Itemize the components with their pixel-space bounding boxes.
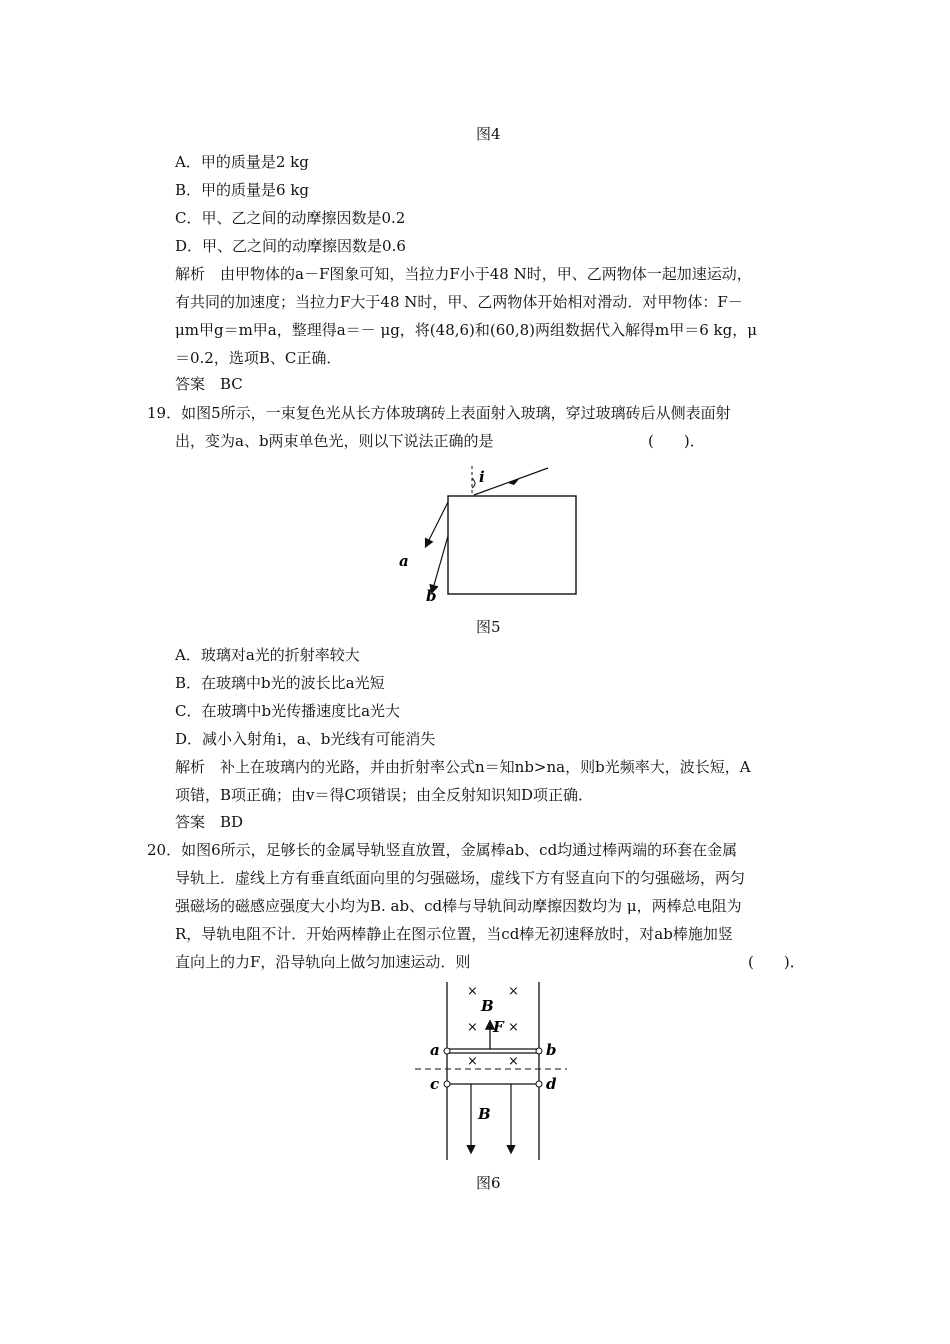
label-B-bottom: B — [478, 1105, 491, 1123]
q20-stem-line-5: 直向上的力F，沿导轨向上做匀加速运动．则 — [175, 953, 471, 971]
q19-option-a: A．玻璃对a光的折射率较大 — [175, 646, 360, 664]
ray-a — [426, 502, 448, 546]
field-cross: × — [467, 984, 478, 999]
field-cross: × — [467, 1054, 478, 1069]
label-i: i — [479, 468, 485, 486]
q18-analysis-line-4: ＝0.2，选项B、C正确． — [175, 349, 342, 367]
q18-answer: 答案 BC — [175, 375, 243, 393]
q18-option-d: D．甲、乙之间的动摩擦因数是0.6 — [175, 237, 406, 255]
q19-stem-line-1: 19．如图5所示，一束复色光从长方体玻璃砖上表面射入玻璃，穿过玻璃砖后从侧表面射 — [147, 404, 731, 422]
q18-analysis-line-3: μm甲g＝m甲a，整理得a＝－ μg，将(48,6)和(60,8)两组数据代入解得m甲＝6 kg，μ — [175, 321, 757, 339]
label-d: d — [546, 1075, 557, 1093]
ray-b — [432, 536, 448, 592]
ring-a — [444, 1048, 450, 1054]
ring-c — [444, 1081, 450, 1087]
figure-4-caption: 图4 — [476, 125, 501, 143]
label-b: b — [426, 587, 437, 605]
figure-6-caption: 图6 — [476, 1174, 501, 1192]
q19-option-b: B．在玻璃中b光的波长比a光短 — [175, 674, 385, 692]
label-a: a — [399, 552, 409, 570]
q18-option-a: A．甲的质量是2 kg — [175, 153, 309, 171]
q20-stem-line-4: R，导轨电阻不计．开始两棒静止在图示位置，当cd棒无初速释放时，对ab棒施加竖 — [175, 925, 733, 943]
ring-d — [536, 1081, 542, 1087]
label-c: c — [430, 1075, 440, 1093]
label-b: b — [546, 1041, 557, 1059]
q20-stem-line-1: 20．如图6所示，足够长的金属导轨竖直放置，金属棒ab、cd均通过棒两端的环套在金属 — [147, 841, 738, 859]
q19-analysis-line-2: 项错，B项正确；由v＝得C项错误；由全反射知识知D项正确． — [175, 786, 594, 804]
q19-option-d: D．减小入射角i，a、b光线有可能消失 — [175, 730, 436, 748]
q18-option-b: B．甲的质量是6 kg — [175, 181, 310, 199]
q18-option-c: C．甲、乙之间的动摩擦因数是0.2 — [175, 209, 406, 227]
figure-5-caption: 图5 — [476, 618, 501, 636]
ring-b — [536, 1048, 542, 1054]
field-cross: × — [508, 1054, 519, 1069]
label-a: a — [430, 1041, 440, 1059]
label-F: F — [493, 1018, 504, 1036]
q19-answer: 答案 BD — [175, 813, 244, 831]
field-cross: × — [467, 1020, 478, 1035]
q20-stem-line-3: 强磁场的磁感应强度大小均为B. ab、cd棒与导轨间动摩擦因数均为 μ，两棒总电阻为 — [175, 897, 742, 915]
q18-analysis-line-2: 有共同的加速度；当拉力F大于48 N时，甲、乙两物体开始相对滑动．对甲物体：F－ — [175, 293, 743, 311]
q19-option-c: C．在玻璃中b光传播速度比a光大 — [175, 702, 401, 720]
q18-analysis-line-1: 解析 由甲物体的a－F图象可知，当拉力F小于48 N时，甲、乙两物体一起加速运动， — [175, 265, 752, 283]
q20-stem-line-2: 导轨上．虚线上方有垂直纸面向里的匀强磁场，虚线下方有竖直向下的匀强磁场，两匀 — [175, 869, 746, 887]
glass-brick — [448, 496, 576, 594]
q19-analysis-line-1: 解析 补上在玻璃内的光路，并由折射率公式n＝知nb>na，则b光频率大，波长短，A — [175, 758, 751, 776]
q20-answer-paren: ( )． — [748, 953, 805, 971]
q19-stem-line-2: 出，变为a、b两束单色光，则以下说法正确的是 — [175, 432, 494, 450]
label-B-top: B — [481, 997, 494, 1015]
figure-6-diagram — [405, 980, 575, 1162]
figure-5-diagram — [390, 458, 590, 606]
q19-answer-paren: ( )． — [648, 432, 705, 450]
field-cross: × — [508, 1020, 519, 1035]
field-cross: × — [508, 984, 519, 999]
incident-ray — [474, 468, 548, 495]
